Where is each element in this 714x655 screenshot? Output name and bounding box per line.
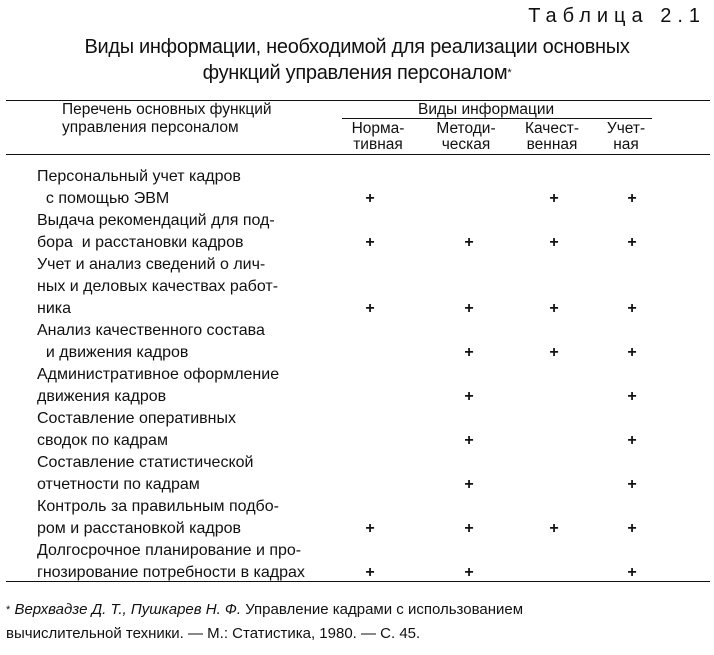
table-row-7-mark-col-4: + xyxy=(627,476,637,493)
table-row-5-line-1: Административное оформление xyxy=(37,366,280,383)
table-row-7-line-2: отчетности по кадрам xyxy=(37,476,200,493)
table-row-4-mark-col-2: + xyxy=(464,344,474,361)
header-column-accounting xyxy=(596,121,656,153)
title-line-1: Виды информации, необходимой для реализации основных xyxy=(84,36,630,58)
table-row-1-line-2: с помощью ЭВМ xyxy=(37,190,170,207)
table-row-9-line-2: гнозирование потребности в кадрах xyxy=(37,564,305,581)
header-functions-line-2: управления персоналом xyxy=(62,119,239,136)
header-column-normative-line-2: тивная xyxy=(353,136,403,153)
table-row-4-mark-col-4: + xyxy=(627,344,637,361)
table-label: Таблица 2.1 xyxy=(528,5,706,27)
table-row-8-mark-col-3: + xyxy=(549,520,559,537)
table-row-1-mark-col-1: + xyxy=(365,190,375,207)
header-functions xyxy=(62,101,272,137)
table-row-3-line-2: ных и деловых качествах работ- xyxy=(37,278,279,295)
table-row-2-mark-col-2: + xyxy=(464,234,474,251)
header-column-qualitative-line-2: венная xyxy=(526,136,578,153)
table-row-9-mark-col-2: + xyxy=(464,564,474,581)
table-row-9-mark-col-4: + xyxy=(627,564,637,581)
table-row-6-line-2: сводок по кадрам xyxy=(37,432,168,449)
table-row-5-line-2: движения кадров xyxy=(37,388,167,405)
table-row-6-mark-col-4: + xyxy=(627,432,637,449)
table-row-6-line-1: Составление оперативных xyxy=(37,410,236,427)
header-column-qualitative xyxy=(512,121,592,153)
table-row-3-mark-col-3: + xyxy=(549,300,559,317)
header-column-methodical xyxy=(424,121,508,153)
table-row-3-mark-col-2: + xyxy=(464,300,474,317)
header-info-types: Виды информации xyxy=(418,101,555,118)
table-row-5-mark-col-2: + xyxy=(464,388,474,405)
title-line-2-text: функций управления персоналом xyxy=(202,62,508,84)
header-bottom-rule xyxy=(6,154,710,155)
footnote xyxy=(6,598,710,646)
footnote-line-2: вычислительной техники. — М.: Статистика, 1980. — С. 45. xyxy=(6,625,421,642)
title-line-2 xyxy=(10,60,704,86)
footnote-authors: Верхвадзе Д. Т., Пушкарев Н. Ф. xyxy=(14,601,242,618)
table-row-2-mark-col-3: + xyxy=(549,234,559,251)
table-row-2-mark-col-4: + xyxy=(627,234,637,251)
table-row-1-mark-col-3: + xyxy=(549,190,559,207)
table-row-1-mark-col-4: + xyxy=(627,190,637,207)
table-row-4-mark-col-3: + xyxy=(549,344,559,361)
table-row-8-mark-col-4: + xyxy=(627,520,637,537)
table-row-8-mark-col-1: + xyxy=(365,520,375,537)
table-row-4-line-1: Анализ качественного состава xyxy=(37,322,265,339)
header-column-qualitative-line-1: Качест- xyxy=(524,120,579,137)
table-row-3-mark-col-1: + xyxy=(365,300,375,317)
table-row-9-line-1: Долгосрочное планирование и про- xyxy=(37,542,302,559)
table-row-2-line-2: бора и расстановки кадров xyxy=(37,234,244,251)
table-row-3-mark-col-4: + xyxy=(627,300,637,317)
title-footnote-marker: * xyxy=(507,67,512,79)
table-row-8-line-1: Контроль за правильным подбо- xyxy=(37,498,279,515)
footnote-marker: * xyxy=(6,604,11,616)
table-row-1-line-1: Персональный учет кадров xyxy=(37,168,241,185)
table-row-7-line-1: Составление статистической xyxy=(37,454,254,471)
table-row-6-mark-col-2: + xyxy=(464,432,474,449)
header-column-normative xyxy=(340,121,416,153)
table-title xyxy=(10,34,704,86)
footnote-title-start: Управление кадрами с использованием xyxy=(245,601,524,618)
header-column-accounting-line-1: Учет- xyxy=(606,120,646,137)
table-row-8-line-2: ром и расстановкой кадров xyxy=(37,520,242,537)
header-column-normative-line-1: Норма- xyxy=(351,120,405,137)
table-row-7-mark-col-2: + xyxy=(464,476,474,493)
table-row-2-line-1: Выдача рекомендаций для под- xyxy=(37,212,275,229)
header-column-methodical-line-1: Методи- xyxy=(436,120,496,137)
header-info-types-rule xyxy=(342,118,652,119)
table-row-4-line-2: и движения кадров xyxy=(37,344,189,361)
header-column-methodical-line-2: ческая xyxy=(441,136,491,153)
table-row-3-line-1: Учет и анализ сведений о лич- xyxy=(37,256,266,273)
table-row-8-mark-col-2: + xyxy=(464,520,474,537)
footnote-line-1 xyxy=(6,598,710,622)
header-functions-line-1: Перечень основных функций xyxy=(62,101,272,118)
table-row-3-line-3: ника xyxy=(37,300,72,317)
header-column-accounting-line-2: ная xyxy=(613,136,639,153)
table-bottom-rule xyxy=(6,581,710,582)
table-row-5-mark-col-4: + xyxy=(627,388,637,405)
table-row-9-mark-col-1: + xyxy=(365,564,375,581)
table-row-2-mark-col-1: + xyxy=(365,234,375,251)
